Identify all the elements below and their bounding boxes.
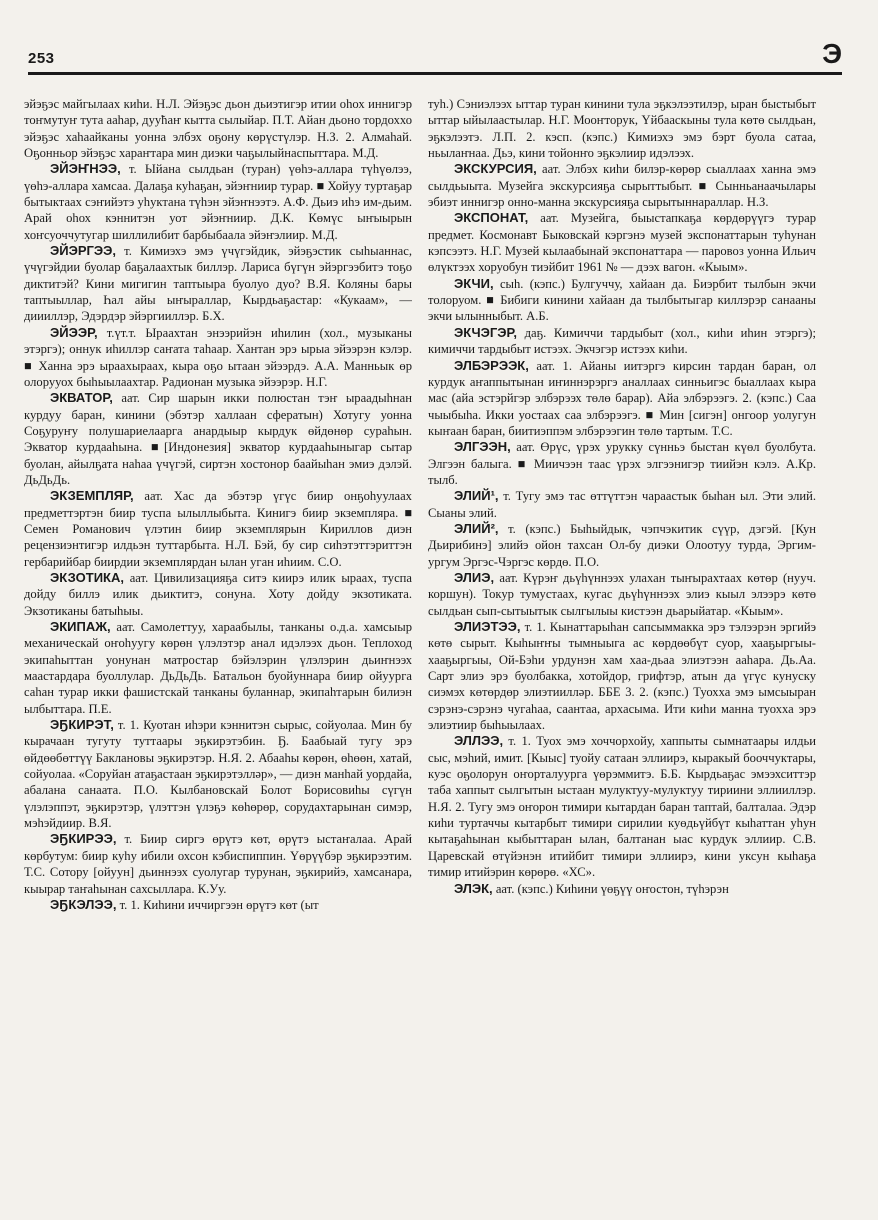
entry-text: т. Тугу эмэ тас өттүттэн чараастык быһан ыл. Эти элий. Сыаны элий.	[428, 489, 816, 520]
entry-text: эйэҕэс майгылаах киһи. Н.Л. Эйэҕэс дьон дьиэтигэр итии оһох иннигэр тоҥмутуҥ тута ааһар, дуу̃һаҥ кытта сылыйар. П.Т. Айан дьоно тордоххо эйэҕэс хаһаайканы уонна элбэх оҕону көрүстүлэр. Н.З. 2. Алмаһай. Оҕонньор эйэҕэс хараҥтара мин диэки чаҕылыйнаспыттара. М.Д.	[24, 97, 412, 161]
entry-text: т. (кэпс.) Быһыйдык, чэпчэкитик сүүр, дэгэй. [Кун Дьирибинэ] элийэ ойон тахсан Ол-бу диэки Олоотуу турда, Эргим-ургум Эргэс-Чэргэс көрдө. П.О.	[428, 521, 816, 569]
entry-headword: ЭҔКИРЭЭ,	[50, 831, 117, 847]
entry-text: аат. Элбэх киһи билэр-көрөр сыаллаах ханна эмэ сылдьыыта. Музейга экскурсияҕа сырыттыбыт. ■ Сынньанаачылары эбиэт иннигэр онно-манна экскурсияҕа сырытыннараллар. Н.З.	[428, 162, 816, 210]
entry-text: аат. 1. Айаны иитэргэ кирсин тардан баран, ол курдук аҥаппытынан иҥиннэрэргэ аналлаах синньигэс быаллаах кыра мас (айа эстэрйгэр элбэрээх төлө барар). Айа элбэрээгэ. 2. (кэпс.) Саа чыыбыһа. Икки уостаах саа элбэрээгэ. ■ Мин [сигэн] онгоор уолугун кыҥаан баран, биитиэппэм элбэрээгин төлө тартым. Т.С.	[428, 358, 816, 438]
entry-headword: ЭКСПОНАТ,	[454, 210, 529, 226]
left-column	[24, 96, 412, 1206]
entry-text: аат. (кэпс.) Киһини үөҕүү оҥостон, түһэрэн	[495, 881, 729, 896]
entry-text: туһ.) Сэниэлээх ыттар туран кинини тула эҕкэлээтилэр, ыран быстыбыт ыттар ыйылаастылар. Н.Г. Мооҥторук, Үйбааскыны тула көтө сылдьан, эҕкэлээтэ. Л.П. 2. кэсп. (кэпс.) Кимиэхэ эмэ бэрт буола сатаа, ньылаҥнаа. Дьэ, кини тойонҥо эҕкэлиир идэлээх.	[428, 97, 816, 161]
dictionary-entry	[428, 210, 816, 275]
entry-text: аат. Сир шарын икки полюстан тэҥ ыраадыһнан курдуу баран, кинини (эбэтэр халлаан сфератын) Хотугу уонна Соҕуруҥу полушариелаарга анардыыр кырдук өйдөнөр сураһын. Экватор курдааһына. ■[Индонезия] экватор курдааһыныгар сытар буолан, айылҕата наһаа үчүгэй, сиртэн хостонор баайыһан эмиэ дэлэй. ДьДьДь.	[24, 391, 412, 487]
dictionary-entry	[428, 358, 816, 440]
entry-headword: ЭЛИЭ,	[454, 569, 495, 585]
entry-headword: ЭЛЛЭЭ,	[454, 733, 504, 749]
entry-text: аат. Цивилизацияҕа ситэ киирэ илик ыраах, туспа дойду биллэ илик дьиктитэ, сонуна. Хоту дойду экзотиката. Экзотиканы батыһыы.	[24, 570, 412, 618]
entry-headword: ЭКСКУРСИЯ,	[454, 161, 537, 177]
dictionary-entry	[24, 897, 412, 913]
dictionary-entry	[428, 96, 816, 161]
entry-text: сыһ. (кэпс.) Булгуччу, хайаан да. Биэрбит тылбын экчи толоруом. ■ Бибиги кинини хайаан да тылбытыгар киллэрэр санааны экчи ылынныбыт. А.Б.	[428, 276, 816, 324]
entry-headword: ЭҔКЭЛЭЭ,	[50, 896, 117, 912]
entry-text: даҕ. Кимиччи тардыбыт (хол., киһи иһин этэргэ); кимиччи тардыбыт истээх. Экчэгэр истээх киһи.	[428, 325, 816, 357]
dictionary-entry	[428, 325, 816, 358]
entry-headword: ЭҔКИРЭТ,	[50, 717, 114, 733]
dictionary-entry	[428, 881, 816, 897]
dictionary-entry	[24, 570, 412, 619]
dictionary-entry	[24, 161, 412, 243]
dictionary-entry	[428, 619, 816, 733]
entry-text: т. 1. Куотан иһэри кэннитэн сырыс, сойуолаа. Мин бу кырачаан тугуту туттаары эҕкирэтэбин. Ҕ. Баабыай тугу эрэ өйдөөбөттүү Баклановы эҕкирэтэр. Н.Я. 2. Абааһы көрөн, өһөөн, хатай, сойуолаа. «Соруйан атаҕастаан эҕкирэтэлләр», — диэн манһай уордайа, абалана санаата. П.О. Кылбановскай Болот Борисовиһы сүгүн үлэлэппэт, эҕкирэтэр, үлэттэн үлэҕэ көһөрөр, сорудахтарынан симэр, мэһэйдиир. В.Я.	[24, 718, 412, 831]
entry-headword: ЭЙЭЭР,	[50, 324, 98, 340]
entry-text: т. Биир сиргэ өрүтэ көт, өрүтэ ыстаҥалаа. Арай көрбутум: биир куһу ибили охсон кэбиспиппин. Үөрүүбэр эҕкирээтим. Т.С. Сотору [ойуун] дьиннээх суолугар турунан, эҕкирийэ, хамсанара, кыырар таҥаһынан сахсыллара. К.Уу.	[24, 832, 412, 896]
entry-text: т. Ыйана сылдьан (туран) үөһэ-аллара түһүөлээ, үөһэ-аллара хамсаа. Далаҕа куһаҕан, эйэҥниир турар. ■ Хойуу туртаҕар бытыктаах сэҥийэтэ уһуктана түһэн эйэҥнээтэ. А.Ф. Дьиэ иһэ им-дьим. Арай оһох кэннитэн уот эйэҥниир. Д.К. Көмүс ыҥыырын хоҥсуоччутугар шиллилибит барбыбаала эйэҥэлиир. М.Д.	[24, 162, 412, 242]
entry-headword: ЭЛГЭЭН,	[454, 439, 511, 455]
entry-text: т. 1. Кынаттарыһан сапсыммакка эрэ тэлээрэн эргийэ көтө сырыт. Кыһыҥҥы тымныыга ас көрдөөбүт суор, хааҕыргыы-хааҕыргыы, Ой-Бэһи урдунэн хам хаа-дьаа элиэтээн ааһара. Дь.Аа. Сарт элиэ эрэ буолбакка, хотойдор, грифтэр, атын да үгүс кунуску сиэмэх көтөрдөр элиэтиилләр. ББЕ 3. 2. (кэпс.) Туохха эмэ ымсыыран сэрэнэ-сэрэнэ чугаһаа, саантаа, архасыма. Ити киһи манна туохха эрэ элиэтиир быһыылаах.	[428, 620, 816, 733]
dictionary-entry	[24, 243, 412, 325]
entry-headword: ЭЛЭК,	[454, 880, 493, 896]
entry-headword: ЭЙЭҤНЭЭ,	[50, 161, 121, 177]
entry-headword: ЭЙЭРГЭЭ,	[50, 243, 116, 259]
entry-text: т.үт.т. Ыраахтан энээрийэн иһилин (хол., музыканы этэргэ); оннук иһиллэр саҥата таһаар. Хантан эрэ ырыа эйээрэн кэлэр. ■ Ханна эрэ ыраахыраах, кыра оҕо ытаан эйээрдэ. А.А. Манньык өр олорууох быһыылаахтар. Радионан музыка эйээрэр. Н.Г.	[24, 325, 412, 389]
entry-text: аат. Музейга, быыстапкаҕа көрдөрүүгэ турар предмет. Космонавт Быковскай кэргэнэ музей экспонаттарын туһунан кэпсээтэ. Н.Г. Музей кылаабынай экспонаттара — паровоз уонна Ильич өлүктээх хоруобун тиэйбит 1961 № — дээх вагон. «Кыым».	[428, 211, 816, 275]
entry-text: аат. Өрүс, үрэх урукку сүнньэ быстан күөл буолбута. Элгээн балыга. ■ Миичээн таас үрэх элгээнигэр тиийэн кэлэ. А.Кр. тылб.	[428, 440, 816, 487]
page-number: 253	[28, 50, 55, 67]
entry-text: т. Кимиэхэ эмэ үчүгэйдик, эйэҕэстик сыһыаннас, үчүгэйдии буолар баҕалаахтык биллэр. Лариса бүгүн эйэргээбитэ тоҕо диктитэй? Кини мигигин таптыыра буолуо дуо? В.Я. Коляны бары таптыыллар, Һал айы ыҥыраллар, Кырдьаҕастар: «Кукаам», — диииллэр, Эдэрдэр эйэргииллэр. Б.Х.	[24, 244, 412, 324]
dictionary-entry	[24, 325, 412, 390]
entry-text: аат. Хас да эбэтэр үгүс биир онҕоһуулаах предметтэртэн биир туспа ылыллыбыта. Кинигэ биир экземпляра. ■ Семен Романович үлэтин биир экземплярын Кириллов диэн рецензиэнтигэр илдьэн туттарбыта. Н.Л. Бэй, бу сир сиһэтэттэриттэн гербарийбар биирдии экземплярдан ылан уган иһиим. С.О.	[24, 489, 412, 569]
dictionary-entry	[428, 276, 816, 325]
entry-text: аат. Күрэҥ дьүһүннээх улахан тыҥырахтаах көтөр (нууч. коршун). Токур тумустаах, кугас дьүһүннээх элиэ кыыл элээрэ көтө сылдьан сып-сытыытык сылгылыы кистээн дьарыйатар. «Кыым».	[428, 570, 816, 618]
right-column	[428, 96, 816, 1206]
dictionary-entry	[24, 619, 412, 717]
entry-headword: ЭКЧЭГЭР,	[454, 324, 517, 340]
entry-headword: ЭЛИЙ¹,	[454, 488, 499, 504]
entry-text: т. 1. Туох эмэ хоччорхойу, хаппыты сымнатаары илдьи сыс, мэһий, имит. [Кыыс] туойу сатаан эллиирэ, кыракый бооччуктары, куэс оҕолорун оҥорталуурга үөрэммитэ. Б.Б. Кырдьаҕас эмээхситтэр таба хаппыт сылгытын ыстаан мулуктуу-мулуктуу тириини эллииллэр. Н.Я. 2. Тугу эмэ оҥорон тимири кытардан баран таптай, балталаа. Эдэр киһи туртаччы кытарбыт тимири сирилии куөдьүйбүт кыһаттан уһун кытаҕаһынан кыбыттаран ылан, балтанан ыас курдук эллиир. С.В. Царевскай өтүйэнэн итийбит тимири эллиирэ, кини уксун кыһаҕа тимир итийэрин көрөрө. «ХС».	[428, 734, 816, 880]
entry-text: аат. Самолеттуу, хараабылы, танканы о.д.а. хамсыыр механическай оҥоһуугу көрөн үлэлэтэр анал идэлээх дьон. Теплоход экипаһыттан уонунан матростар бэйэлэрин үлэлэрин дьиҥнээх маастардара буоллулар. ДьДьДь. Батальон буойуннара биир ойуурга саһан турар икки фашистскай танканы буланнар, экипаһтарын билиэн ылбыттара. П.Е.	[24, 620, 412, 716]
entry-headword: ЭКВАТОР,	[50, 390, 113, 406]
dictionary-entry	[24, 831, 412, 896]
dictionary-entry	[428, 488, 816, 521]
entry-headword: ЭЛИЭТЭЭ,	[454, 619, 521, 634]
entry-headword: ЭКИПАЖ,	[50, 619, 111, 634]
dictionary-entry	[428, 439, 816, 488]
entry-text: т. 1. Киһини иччиргээн өрүтэ көт (ыт	[119, 897, 319, 912]
entry-headword: ЭКЗЕМПЛЯР,	[50, 488, 134, 504]
dictionary-entry	[428, 521, 816, 570]
dictionary-entry	[24, 96, 412, 161]
header-rule	[28, 72, 842, 75]
dictionary-entry	[24, 488, 412, 570]
entry-headword: ЭЛИЙ²,	[454, 520, 499, 536]
entry-headword: ЭЛБЭРЭЭК,	[454, 357, 529, 373]
dictionary-entry	[428, 161, 816, 210]
entry-headword: ЭКЧИ,	[454, 275, 494, 291]
entry-headword: ЭКЗОТИКА,	[50, 569, 124, 585]
dictionary-entry	[24, 390, 412, 488]
section-letter: Э	[822, 38, 842, 69]
dictionary-entry	[24, 717, 412, 831]
dictionary-entry	[428, 733, 816, 880]
dictionary-entry	[428, 570, 816, 619]
